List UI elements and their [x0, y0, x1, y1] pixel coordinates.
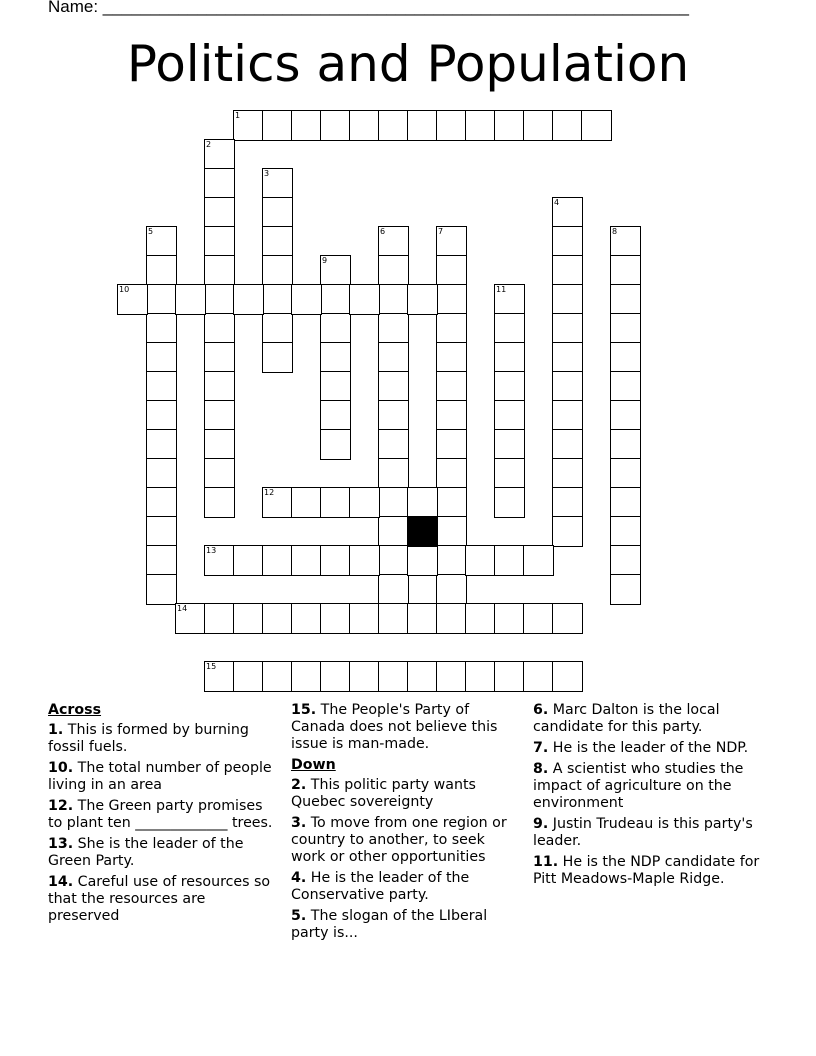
grid-cell[interactable] — [610, 458, 641, 489]
grid-cell[interactable] — [610, 400, 641, 431]
grid-cell[interactable] — [233, 545, 264, 576]
grid-cell[interactable] — [262, 255, 293, 286]
grid-cell[interactable] — [436, 661, 467, 692]
clue-down-9: 9. Justin Trudeau is this party's leader. — [533, 816, 753, 849]
grid-cell[interactable] — [552, 371, 583, 402]
grid-cell[interactable] — [146, 313, 177, 344]
grid-cell[interactable] — [291, 603, 322, 634]
grid-cell[interactable] — [233, 110, 264, 141]
grid-cell[interactable] — [320, 313, 351, 344]
grid-cell[interactable] — [320, 429, 351, 460]
grid-cell[interactable] — [378, 400, 409, 431]
grid-cell[interactable] — [523, 603, 554, 634]
grid-cell[interactable] — [378, 516, 409, 547]
grid-cell[interactable] — [552, 226, 583, 257]
clue-down-8: 8. A scientist who studies the impact of agriculture on the environment — [533, 761, 744, 811]
grid-cell[interactable] — [349, 603, 380, 634]
grid-cell[interactable] — [436, 574, 467, 605]
grid-cell[interactable] — [262, 487, 293, 518]
grid-cell[interactable] — [175, 603, 206, 634]
grid-cell[interactable] — [146, 574, 177, 605]
grid-cell-number: 8 — [612, 227, 618, 236]
grid-cell[interactable] — [204, 342, 235, 373]
grid-cell[interactable] — [552, 487, 583, 518]
clue-across-10: 10. The total number of people living in an area — [48, 760, 272, 793]
clue-down-2: 2. This politic party wants Quebec sovereignty — [291, 777, 476, 810]
grid-cell[interactable] — [349, 545, 380, 576]
grid-cell[interactable] — [465, 545, 496, 576]
grid-cell[interactable] — [552, 661, 583, 692]
grid-cell[interactable] — [320, 342, 351, 373]
grid-cell[interactable] — [436, 603, 467, 634]
grid-cell[interactable] — [552, 197, 583, 228]
grid-cell[interactable] — [494, 313, 525, 344]
grid-cell[interactable] — [436, 313, 467, 344]
grid-cell[interactable] — [262, 226, 293, 257]
grid-cell[interactable] — [320, 603, 351, 634]
grid-cell[interactable] — [610, 574, 641, 605]
grid-cell[interactable] — [610, 545, 641, 576]
clue-down-7: 7. He is the leader of the NDP. — [533, 740, 749, 756]
grid-cell[interactable] — [204, 226, 235, 257]
grid-cell[interactable] — [262, 168, 293, 199]
grid-cell[interactable] — [262, 603, 293, 634]
grid-cell[interactable] — [494, 458, 525, 489]
grid-cell[interactable] — [552, 429, 583, 460]
grid-cell[interactable] — [407, 661, 438, 692]
grid-cell[interactable] — [233, 603, 264, 634]
grid-cell[interactable] — [320, 371, 351, 402]
grid-cell[interactable] — [610, 487, 641, 518]
grid-cell[interactable] — [552, 255, 583, 286]
grid-cell-number: 12 — [264, 488, 275, 497]
grid-cell[interactable] — [320, 284, 351, 315]
grid-cell[interactable] — [291, 110, 322, 141]
grid-cell[interactable] — [465, 110, 496, 141]
grid-cell[interactable] — [146, 284, 177, 315]
grid-cell[interactable] — [262, 661, 293, 692]
grid-cell[interactable] — [436, 516, 467, 547]
grid-cell[interactable] — [407, 487, 438, 518]
grid-cell[interactable] — [204, 255, 235, 286]
grid-cell-number: 15 — [206, 662, 217, 671]
grid-cell[interactable] — [320, 545, 351, 576]
grid-cell-number: 10 — [119, 285, 130, 294]
grid-cell[interactable] — [407, 110, 438, 141]
clue-across-15: 15. The People's Party of Canada does not believe this issue is man-made. — [291, 702, 498, 752]
grid-cell-number: 7 — [438, 227, 444, 236]
clue-across-13: 13. She is the leader of the Green Party. — [48, 836, 244, 869]
grid-cell[interactable] — [552, 458, 583, 489]
grid-cell[interactable] — [378, 545, 409, 576]
grid-cell[interactable] — [523, 661, 554, 692]
grid-cell[interactable] — [552, 284, 583, 315]
grid-cell[interactable] — [494, 110, 525, 141]
grid-cell[interactable] — [146, 342, 177, 373]
grid-cell[interactable] — [378, 603, 409, 634]
grid-cell[interactable] — [436, 400, 467, 431]
grid-cell[interactable] — [204, 458, 235, 489]
down-heading: Down — [291, 757, 336, 773]
clues-column-1 — [48, 702, 276, 929]
grid-cell[interactable] — [378, 284, 409, 315]
grid-cell[interactable] — [436, 429, 467, 460]
clue-down-3: 3. To move from one region or country to another, to seek work or other opportunities — [291, 815, 507, 865]
grid-cell[interactable] — [378, 574, 409, 605]
grid-cell[interactable] — [581, 110, 612, 141]
grid-cell[interactable] — [146, 487, 177, 518]
grid-cell[interactable] — [262, 110, 293, 141]
grid-cell[interactable] — [146, 545, 177, 576]
name-field-line[interactable]: Name: ______________________________________________________________ — [48, 0, 689, 16]
clue-across-12: 12. The Green party promises to plant ten _____________ trees. — [48, 798, 273, 831]
clues-column-2 — [291, 702, 519, 946]
grid-cell[interactable] — [378, 487, 409, 518]
grid-cell-number: 9 — [322, 256, 328, 265]
grid-cell-number: 11 — [496, 285, 507, 294]
grid-cell[interactable] — [436, 255, 467, 286]
grid-cell[interactable] — [378, 226, 409, 257]
grid-cell[interactable] — [349, 110, 380, 141]
grid-cell[interactable] — [204, 400, 235, 431]
grid-cell[interactable] — [610, 371, 641, 402]
grid-cell[interactable] — [204, 284, 235, 315]
grid-cell[interactable] — [494, 661, 525, 692]
grid-cell[interactable] — [436, 284, 467, 315]
grid-cell[interactable] — [610, 255, 641, 286]
grid-black-cell — [407, 516, 438, 547]
grid-cell[interactable] — [436, 487, 467, 518]
grid-cell[interactable] — [204, 487, 235, 518]
grid-cell[interactable] — [262, 197, 293, 228]
clue-across-14: 14. Careful use of resources so that the resources are preserved — [48, 874, 271, 924]
grid-cell[interactable] — [494, 371, 525, 402]
grid-cell[interactable] — [552, 313, 583, 344]
grid-cell[interactable] — [610, 429, 641, 460]
grid-cell[interactable] — [610, 313, 641, 344]
grid-cell[interactable] — [204, 603, 235, 634]
grid-cell[interactable] — [436, 226, 467, 257]
grid-cell[interactable] — [291, 661, 322, 692]
clue-down-6: 6. Marc Dalton is the local candidate for this party. — [533, 702, 720, 735]
grid-cell[interactable] — [494, 400, 525, 431]
grid-cell[interactable] — [378, 371, 409, 402]
grid-cell[interactable] — [320, 661, 351, 692]
grid-cell[interactable] — [349, 284, 380, 315]
grid-cell[interactable] — [494, 545, 525, 576]
clues-column-3 — [533, 702, 773, 892]
grid-cell-number: 5 — [148, 227, 154, 236]
grid-cell[interactable] — [378, 255, 409, 286]
grid-cell[interactable] — [436, 342, 467, 373]
grid-cell[interactable] — [291, 545, 322, 576]
grid-cell[interactable] — [610, 342, 641, 373]
grid-cell[interactable] — [610, 226, 641, 257]
grid-cell[interactable] — [117, 284, 148, 315]
grid-cell-number: 3 — [264, 169, 270, 178]
grid-cell[interactable] — [465, 603, 496, 634]
grid-cell[interactable] — [262, 284, 293, 315]
page-title: Politics and Population — [126, 35, 690, 93]
grid-cell[interactable] — [320, 110, 351, 141]
grid-cell[interactable] — [204, 545, 235, 576]
grid-cell[interactable] — [552, 516, 583, 547]
grid-cell-number: 13 — [206, 546, 217, 555]
grid-cell[interactable] — [349, 661, 380, 692]
grid-cell[interactable] — [291, 284, 322, 315]
grid-cell[interactable] — [204, 139, 235, 170]
grid-cell[interactable] — [436, 371, 467, 402]
grid-cell[interactable] — [552, 110, 583, 141]
grid-cell[interactable] — [378, 342, 409, 373]
grid-cell[interactable] — [436, 110, 467, 141]
grid-cell-number: 4 — [554, 198, 560, 207]
grid-cell[interactable] — [436, 458, 467, 489]
grid-cell[interactable] — [523, 545, 554, 576]
grid-cell[interactable] — [233, 661, 264, 692]
grid-cell[interactable] — [262, 313, 293, 344]
grid-cell[interactable] — [204, 197, 235, 228]
grid-cell[interactable] — [494, 284, 525, 315]
grid-cell[interactable] — [175, 284, 206, 315]
grid-cell[interactable] — [204, 661, 235, 692]
grid-cell[interactable] — [552, 400, 583, 431]
grid-cell[interactable] — [436, 545, 467, 576]
grid-cell-number: 14 — [177, 604, 188, 613]
across-heading: Across — [48, 702, 102, 718]
grid-cell[interactable] — [523, 110, 554, 141]
grid-cell[interactable] — [349, 487, 380, 518]
grid-cell[interactable] — [146, 429, 177, 460]
clue-across-1: 1. This is formed by burning fossil fuels. — [48, 722, 249, 755]
grid-cell[interactable] — [320, 487, 351, 518]
grid-cell[interactable] — [494, 342, 525, 373]
grid-cell[interactable] — [146, 516, 177, 547]
grid-cell[interactable] — [494, 603, 525, 634]
grid-cell[interactable] — [146, 371, 177, 402]
grid-cell-number: 1 — [235, 111, 241, 120]
grid-cell[interactable] — [204, 313, 235, 344]
grid-cell[interactable] — [378, 661, 409, 692]
grid-cell[interactable] — [610, 516, 641, 547]
grid-cell[interactable] — [291, 487, 322, 518]
grid-cell[interactable] — [407, 284, 438, 315]
grid-cell[interactable] — [204, 429, 235, 460]
grid-cell[interactable] — [204, 371, 235, 402]
grid-cell[interactable] — [262, 342, 293, 373]
grid-cell[interactable] — [262, 545, 293, 576]
grid-cell[interactable] — [610, 284, 641, 315]
grid-cell[interactable] — [407, 603, 438, 634]
clue-down-5: 5. The slogan of the LIberal party is... — [291, 908, 488, 941]
grid-cell[interactable] — [320, 400, 351, 431]
grid-cell[interactable] — [465, 661, 496, 692]
grid-cell[interactable] — [552, 342, 583, 373]
grid-cell-number: 2 — [206, 140, 212, 149]
grid-cell[interactable] — [320, 255, 351, 286]
grid-cell[interactable] — [407, 545, 438, 576]
grid-cell[interactable] — [378, 429, 409, 460]
grid-cell[interactable] — [204, 168, 235, 199]
grid-cell-number: 6 — [380, 227, 386, 236]
grid-cell[interactable] — [233, 284, 264, 315]
grid-cell[interactable] — [552, 603, 583, 634]
grid-cell[interactable] — [146, 400, 177, 431]
grid-cell[interactable] — [146, 226, 177, 257]
clue-down-11: 11. He is the NDP candidate for Pitt Meadows-Maple Ridge. — [533, 854, 760, 887]
grid-cell[interactable] — [378, 313, 409, 344]
grid-cell[interactable] — [494, 487, 525, 518]
grid-cell[interactable] — [378, 110, 409, 141]
grid-cell[interactable] — [146, 458, 177, 489]
clue-down-4: 4. He is the leader of the Conservative party. — [291, 870, 470, 903]
grid-cell[interactable] — [494, 429, 525, 460]
grid-cell[interactable] — [378, 458, 409, 489]
grid-cell[interactable] — [146, 255, 177, 286]
